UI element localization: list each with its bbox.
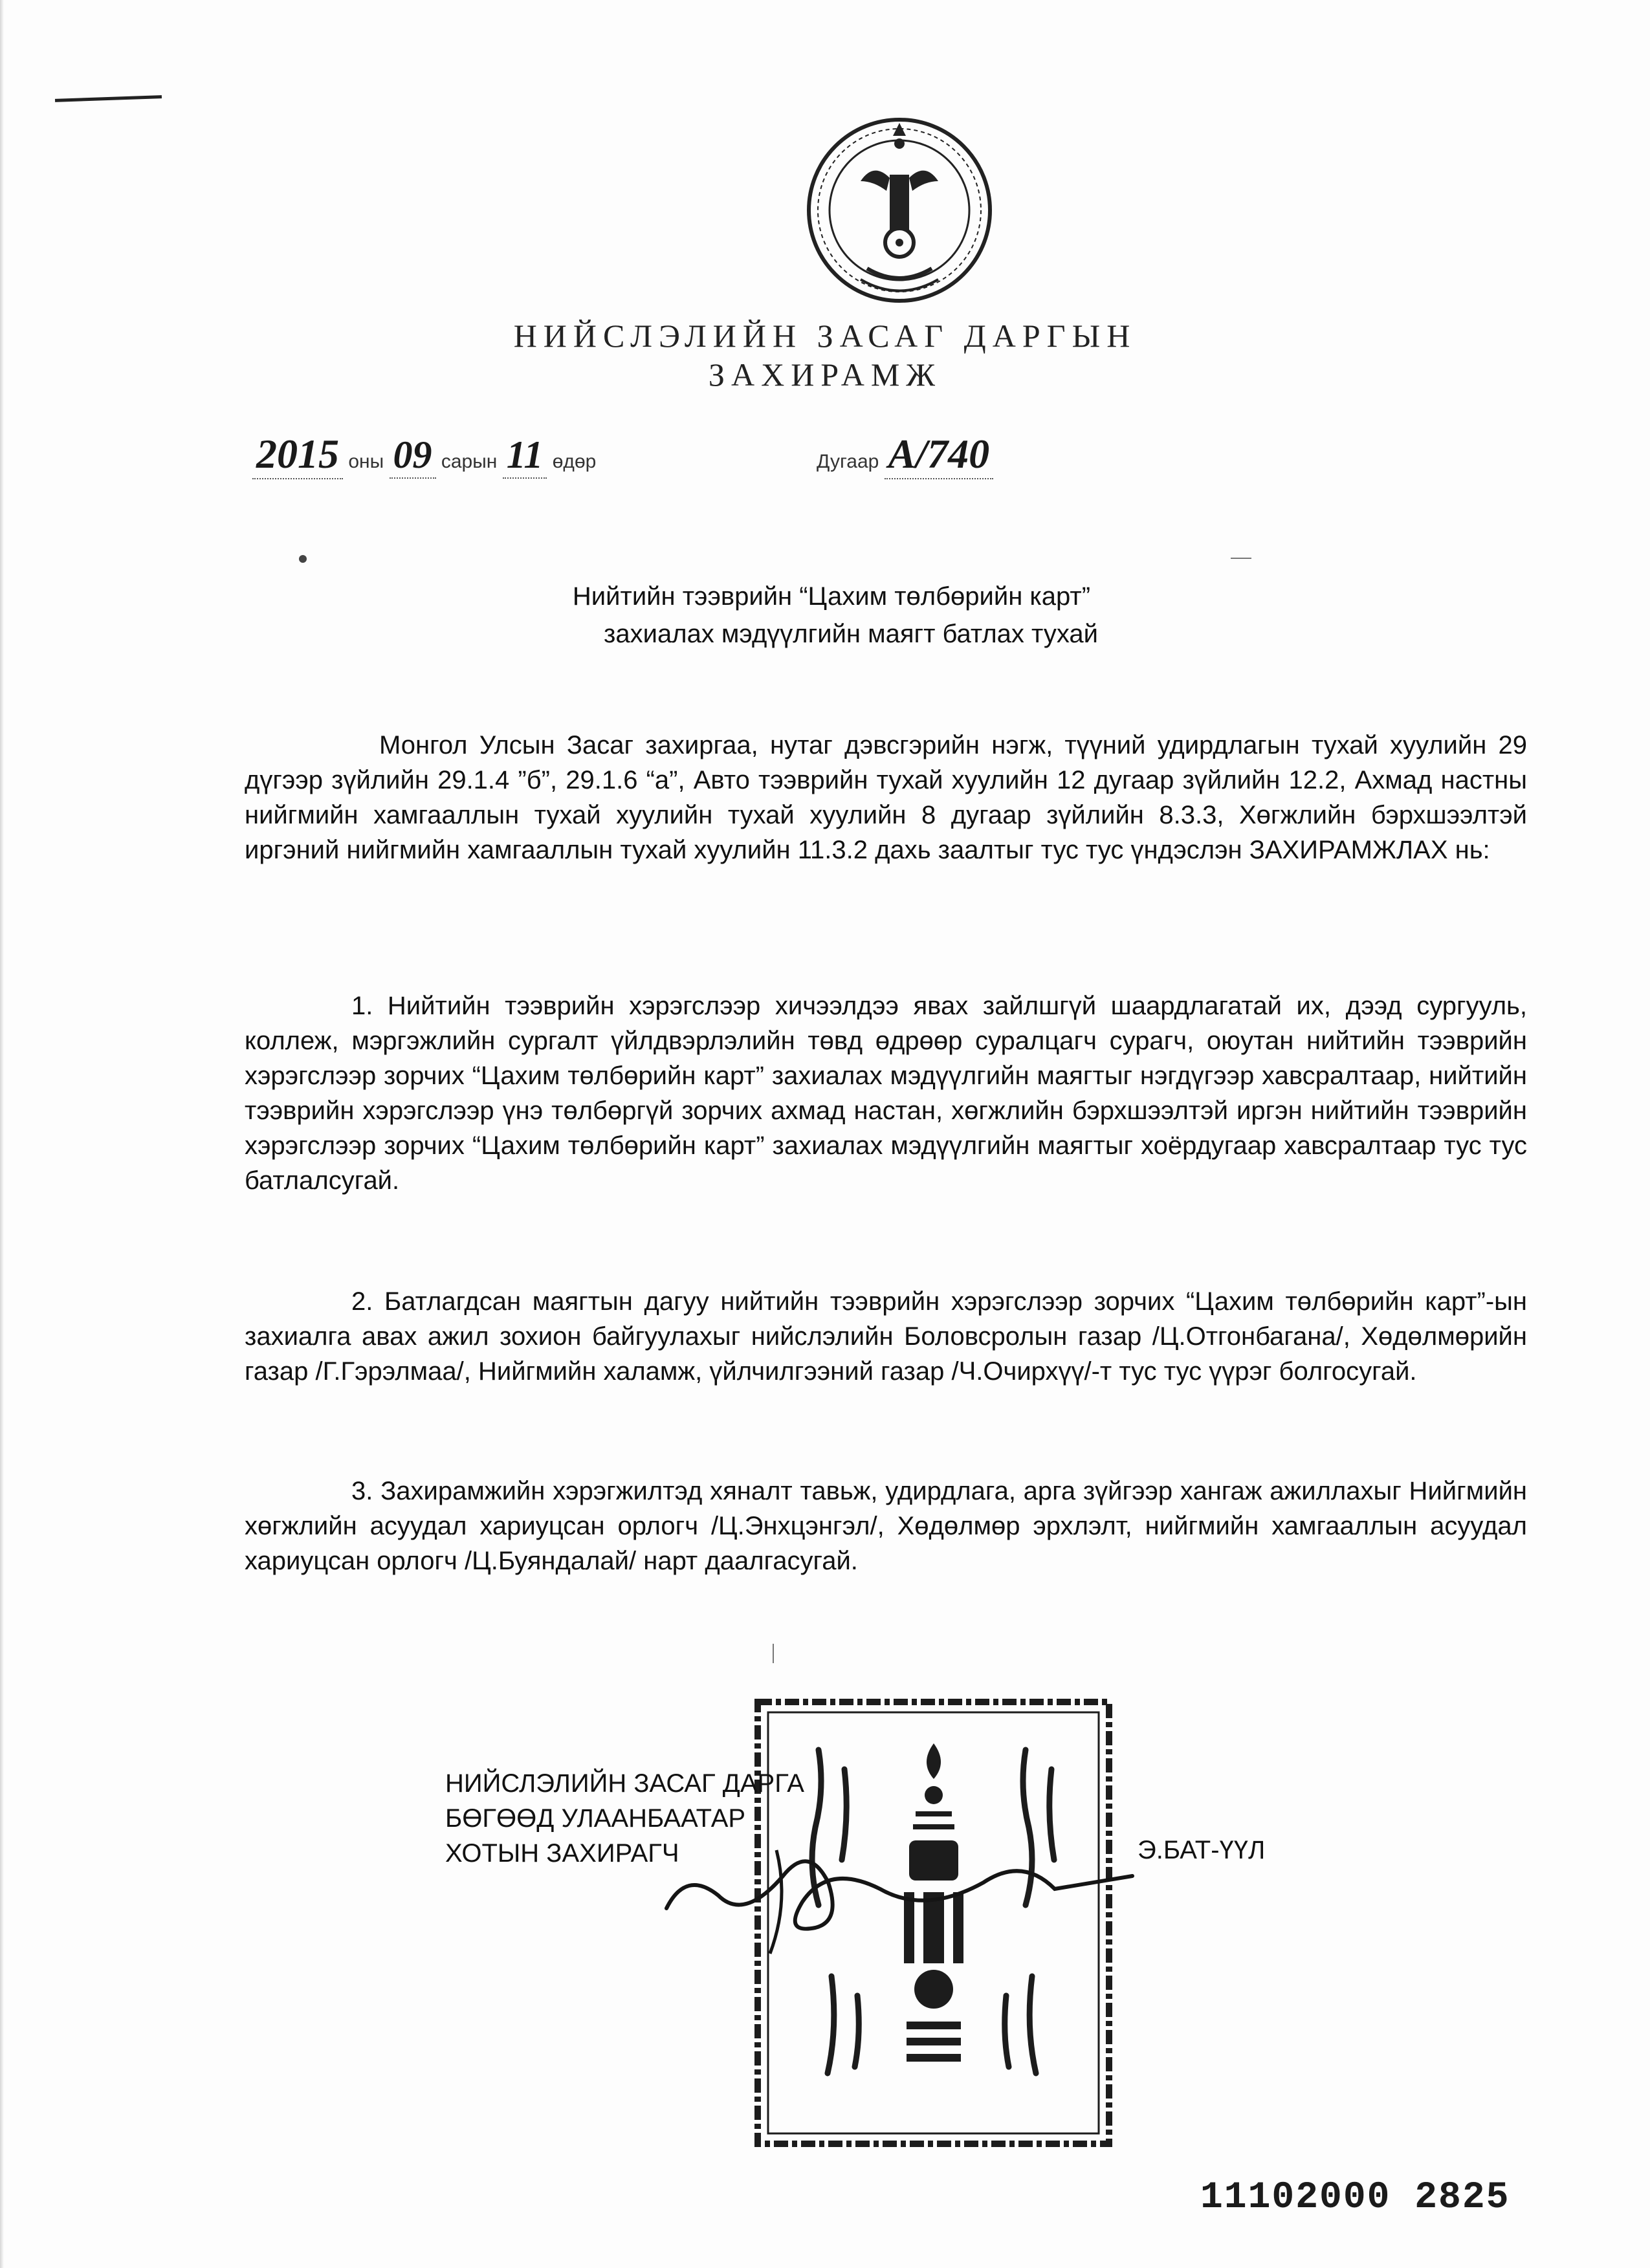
year-suffix: оны [348, 451, 384, 472]
year-value: 2015 [252, 430, 343, 479]
scan-speck [773, 1644, 774, 1663]
document-type-heading: ЗАХИРАМЖ [708, 356, 942, 393]
scan-speck [1231, 558, 1251, 559]
day-suffix: өдөр [552, 451, 597, 472]
order-item-1-text: 1. Нийтийн тээврийн хэрэгслээр хичээлдээ явах зайлшгүй шаардлагатай их, дээд сургууль, коллеж, мэргэжлийн сургалт үйлдвэрлэлийн төвд өдрөөр суралцагч сурагч, оюутан нийтийн тээврийн хэрэгслээр зорчих “Цахим төлбөрийн карт” захиалах мэдүүлгийн маягтыг нэгдүгээр хавсралтаар, нийтийн тээврийн хэрэгслээр үнэ төлбөргүй зорчих ахмад настан, хөгжлийн бэрхшээлтэй иргэн нийтийн тээврийн хэрэгслээр зорчих “Цахим төлбөрийн карт” захиалах мэдүүлгийн маягтыг хоёрдугаар хавсралтаар тус тус батлалсугай. [245, 992, 1527, 1195]
issuer-heading: НИЙСЛЭЛИЙН ЗАСАГ ДАРГЫН [513, 318, 1137, 354]
order-item-2 [245, 1284, 1527, 1389]
month-value: 09 [390, 433, 436, 479]
state-emblem-icon [799, 110, 1000, 311]
number-label: Дугаар [817, 451, 879, 472]
preamble-text: Монгол Улсын Засаг захиргаа, нутаг дэвсгэрийн нэгж, түүний удирдлагын тухай хуулийн 29 дүгээр зүйлийн 29.1.4 ”б”, 29.1.6 “а”, Авто тээврийн тухай хуулийн 12 дугаар зүйлийн 12.2, Ахмад настны нийгмийн хамгааллын тухай хуулийн тухай хуулийн 8 дугаар зүйлийн 8.3.3, Хөгжлийн бэрхшээлтэй иргэний нийгмийн хамгааллын тухай хуулийн 11.3.2 дахь заалтыг тус тус үндэслэн ЗАХИРАМЖЛАХ нь: [245, 731, 1527, 864]
day-value: 11 [503, 433, 547, 479]
pen-mark [55, 95, 162, 102]
document-title-line-1: Нийтийн тээврийн “Цахим төлбөрийн карт” [572, 582, 1091, 611]
order-item-2-text: 2. Батлагдсан маягтын дагуу нийтийн тээврийн хэрэгслээр зорчих “Цахим төлбөрийн карт”-ын захиалга авах ажил зохион байгуулахыг нийслэлийн Боловсролын газар /Ц.Отгонбагана/, Хөдөлмөрийн газар /Г.Гэрэлмаа/, Нийгмийн халамж, үйлчилгээний газар /Ч.Очирхүү/-т тус тус үүрэг болгосугай. [245, 1287, 1527, 1386]
month-suffix: сарын [441, 451, 498, 472]
signatory-name: Э.БАТ-ҮҮЛ [1138, 1836, 1266, 1864]
order-item-1 [245, 988, 1527, 1198]
document-title-line-2: захиалах мэдүүлгийн маягт батлах тухай [604, 620, 1098, 648]
ink-dot [299, 555, 307, 563]
order-item-3 [245, 1474, 1527, 1578]
signatory-title [445, 1766, 804, 1871]
signatory-title-line-3: ХОТЫН ЗАХИРАГЧ [445, 1839, 679, 1868]
order-item-3-text: 3. Захирамжийн хэрэгжилтэд хяналт тавьж, удирдлага, арга зүйгээр хангаж ажиллахыг Нийгмийн хөгжлийн асуудал хариуцсан орлогч /Ц.Энхцэнгэл/, Хөдөлмөр эрхлэлт, нийгмийн хамгааллын асуудал хариуцсан орлогч /Ц.Буяндалай/ нарт даалгасугай. [245, 1477, 1527, 1575]
signatory-title-line-2: БӨГӨӨД УЛААНБААТАР [445, 1804, 746, 1833]
number-value: A/740 [885, 430, 993, 479]
date-field [252, 430, 596, 479]
serial-number: 11102000 2825 [1200, 2177, 1510, 2219]
signatory-title-line-1: НИЙСЛЭЛИЙН ЗАСАГ ДАРГА [445, 1769, 804, 1798]
preamble-paragraph [245, 728, 1527, 867]
number-field [817, 430, 993, 479]
